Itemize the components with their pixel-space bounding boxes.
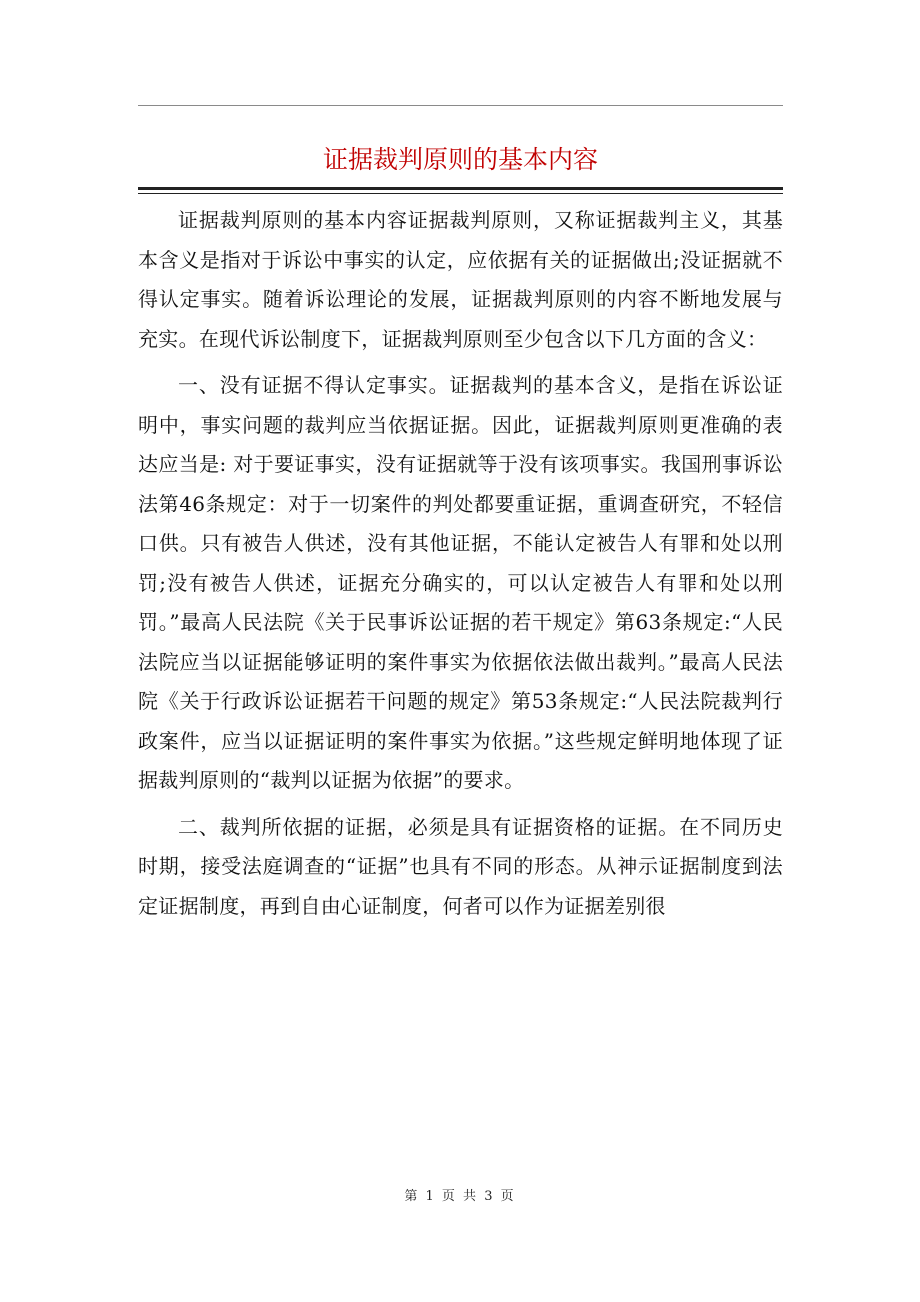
document-title: 证据裁判原则的基本内容: [322, 145, 598, 174]
paragraph-point-two: 二、裁判所依据的证据，必须是具有证据资格的证据。在不同历史时期，接受法庭调查的“证据”也具有不同的形态。从神示证据制度到法定证据制度，再到自由心证制度，何者可以作为证据差别很: [138, 814, 783, 918]
title-double-rule: [138, 187, 783, 194]
header-rule: [138, 105, 783, 106]
paragraph-intro: 证据裁判原则的基本内容证据裁判原则，又称证据裁判主义，其基本含义是指对于诉讼中事实的认定，应依据有关的证据做出;没证据就不得认定事实。随着诉讼理论的发展，证据裁判原则的内容不断地发展与充实。在现代诉讼制度下，证据裁判原则至少包含以下几方面的含义：: [138, 208, 783, 351]
page-footer: 第 1 页 共 3 页: [404, 1189, 516, 1204]
paragraph-point-one: 一、没有证据不得认定事实。证据裁判的基本含义，是指在诉讼证明中，事实问题的裁判应当依据证据。因此，证据裁判原则更准确的表达应当是: 对于要证事实，没有证据就等于没有该项事实。我国刑事诉讼法第46条规定：对于一切案件的判处都要重证据，重调查研究，不轻信口供。只有被告人供述，没有其他证据，不能认定被告人有罪和处以刑罚;没有被告人供述，证据充分确实的，可以认定被告人有罪和处以刑罚。”最高人民法院《关于民事诉讼证据的若干规定》第63条规定:“人民法院应当以证据能够证明的案件事实为依据依法做出裁判。”最高人民法院《关于行政诉讼证据若干问题的规定》第53条规定:“人民法院裁判行政案件，应当以证据证明的案件事实为依据。”这些规定鲜明地体现了证据裁判原则的“裁判以证据为依据”的要求。: [138, 373, 783, 792]
document-body: [138, 201, 783, 933]
